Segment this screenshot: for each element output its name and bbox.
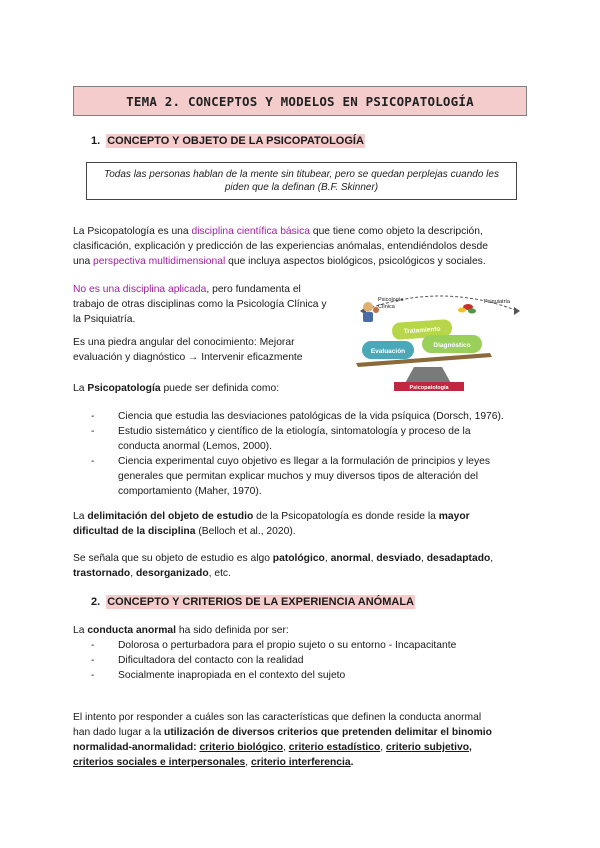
section-number: 1. xyxy=(91,135,101,147)
pills-icon xyxy=(458,304,476,314)
list-item: - Socialmente inapropiada en el contexto del sujeto xyxy=(91,668,531,683)
delimitation-paragraph: La delimitación del objeto de estudio de la Psicopatología es donde reside la mayor dificultad de la disciplina (Belloch et al., 2020). xyxy=(73,511,470,537)
section-title: CONCEPTO Y OBJETO DE LA PSICOPATOLOGÍA xyxy=(107,135,364,147)
highlight-term: No es una disciplina aplicada xyxy=(73,284,207,295)
label-diagnostico: Diagnóstico xyxy=(433,342,471,349)
quote-line: Todas las personas hablan de la mente sin titubear, pero se quedan perplejas cuando les xyxy=(104,169,499,180)
highlight-term: disciplina científica básica xyxy=(191,226,310,237)
section-heading-1 xyxy=(91,135,365,147)
psychology-icon xyxy=(363,302,379,322)
psychopathology-seesaw-diagram xyxy=(354,287,526,393)
criterion-link: criterio estadístico xyxy=(288,742,381,753)
quote-line: piden que la definan (B.F. Skinner) xyxy=(224,182,379,193)
criterion-link: criterio interferencia xyxy=(251,757,351,768)
list-item: - Ciencia que estudia las desviaciones patológicas de la vida psíquica (Dorsch, 1976). xyxy=(91,409,531,424)
section-title: CONCEPTO Y CRITERIOS DE LA EXPERIENCIA ANÓMALA xyxy=(107,596,415,608)
criteria-paragraph: El intento por responder a cuáles son las características que definen la conducta anormal han dado lugar a la utilización de diversos criterios que pretenden delimitar el binomio normalidad-anormalidad: criterio biológico, criterio estadístico, criterio subjetivo, criterios sociales e interpersonales, criterio interferencia. xyxy=(73,712,492,768)
intro-paragraph: La Psicopatología es una disciplina científica básica que tiene como objeto la descripción, clasificación, explicación y predicción de las experiencias anómalas, entendiéndolos desde una perspectiva multidimensional que incluya aspectos biológicos, psicológicos y sociales. xyxy=(73,226,488,267)
label-psiquiatria: Psiquiatría xyxy=(484,299,510,305)
list-item: - Dificultadora del contacto con la realidad xyxy=(91,653,531,668)
cornerstone-paragraph: Es una piedra angular del conocimiento: Mejorar evaluación y diagnóstico → Intervenir eficazmente xyxy=(73,337,303,363)
list-item: - Ciencia experimental cuyo objetivo es llegar a la formulación de principios y leyes generales que permitan explicar muchos y muy diversos tipos de alteración del comportamiento (Maher, 1970). xyxy=(91,454,531,499)
applied-paragraph: No es una disciplina aplicada, pero fundamenta el trabajo de otras disciplinas como la Psicología Clínica y la Psiquiatría. xyxy=(73,284,327,325)
list-item: - Dolorosa o perturbadora para el propio sujeto o su entorno - Incapacitante xyxy=(91,638,531,653)
quote-box xyxy=(86,162,517,200)
page-title: TEMA 2. CONCEPTOS Y MODELOS EN PSICOPATOLOGÍA xyxy=(73,86,527,116)
section-heading-2 xyxy=(91,596,415,608)
arrow-right-icon xyxy=(514,307,520,315)
criterion-link: criterio biológico xyxy=(199,742,283,753)
label-base: Psicopatología xyxy=(409,385,449,391)
object-paragraph: Se señala que su objeto de estudio es algo patológico, anormal, desviado, desadaptado, trastornado, desorganizado, etc. xyxy=(73,553,494,579)
definitions-list xyxy=(91,409,531,499)
label-psicologia-1: Psicología xyxy=(378,297,404,303)
label-psicologia-2: Clínica xyxy=(378,304,395,310)
label-evaluacion: Evaluación xyxy=(370,348,406,355)
section-number: 2. xyxy=(91,596,101,608)
criterion-link: criterios sociales e interpersonales xyxy=(73,757,246,768)
label-tratamiento: Tratamiento xyxy=(403,325,441,336)
abnormal-intro: La conducta anormal ha sido definida por ser: xyxy=(73,625,289,636)
list-item: - Estudio sistemático y científico de la etiología, sintomatología y proceso de la conducta anormal (Lemos, 2000). xyxy=(91,424,531,454)
criterion-link: criterio subjetivo xyxy=(386,742,469,753)
highlight-term: perspectiva multidimensional xyxy=(93,256,226,267)
abnormal-list xyxy=(91,638,531,683)
definition-intro: La Psicopatología puede ser definida como: xyxy=(73,383,280,394)
